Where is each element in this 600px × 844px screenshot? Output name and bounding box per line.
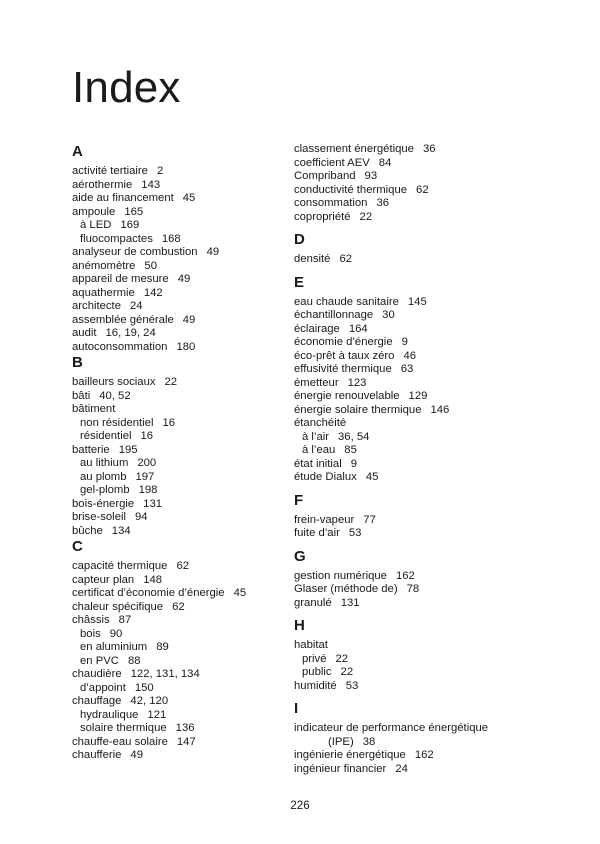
- entry-term: échantillonnage: [294, 309, 374, 321]
- section-letter: G: [294, 547, 306, 565]
- entry-pages: 136: [175, 722, 195, 734]
- index-entry: [72, 206, 277, 220]
- index-entry: [294, 680, 534, 694]
- entry-pages: 50: [144, 259, 157, 272]
- entry-pages: 45: [182, 192, 196, 204]
- entry-term: granulé: [294, 596, 332, 609]
- entry-pages: 22: [340, 666, 354, 678]
- index-entry: [294, 404, 534, 418]
- index-entry: [72, 668, 277, 682]
- index-entry: [294, 323, 534, 337]
- entry-pages: 87: [118, 614, 132, 626]
- index-entry: [72, 260, 277, 274]
- entry-pages: 89: [156, 641, 169, 653]
- section-letter: C: [72, 538, 83, 555]
- entry-term: état initial: [294, 457, 342, 470]
- entry-term: chaudière: [72, 668, 122, 680]
- entry-term: au plomb: [80, 470, 127, 483]
- entry-term: châssis: [72, 614, 110, 626]
- entry-pages: 93: [364, 170, 378, 182]
- entry-term: étanchéité: [294, 417, 347, 429]
- index-entry: [294, 377, 534, 391]
- section-letter: I: [294, 700, 299, 717]
- index-entry: [294, 253, 534, 267]
- entry-pages: 49: [130, 749, 143, 761]
- entry-pages: 77: [363, 513, 376, 526]
- index-entry: [72, 192, 277, 206]
- entry-pages: 22: [164, 376, 178, 388]
- entry-term: indicateur de performance énergétique: [294, 722, 489, 734]
- index-entry: [72, 601, 277, 615]
- index-entry: [72, 749, 277, 763]
- index-entry: [294, 570, 534, 584]
- entry-term: d’appoint: [80, 681, 126, 694]
- entry-pages: 9: [350, 457, 358, 470]
- entry-term: bois-énergie: [72, 497, 135, 510]
- entry-term: hydraulique: [80, 708, 139, 721]
- entry-pages: 168: [161, 232, 181, 245]
- index-subentry: [72, 628, 277, 642]
- index-entry: [72, 587, 277, 601]
- index-entry: [294, 722, 534, 736]
- entry-pages: 40, 52: [99, 389, 131, 402]
- entry-term: en aluminium: [80, 641, 148, 653]
- index-subentry: [72, 484, 277, 498]
- section-letter: F: [294, 491, 304, 509]
- entry-pages: 36: [422, 143, 436, 155]
- index-entry: [294, 471, 534, 485]
- entry-pages: 146: [430, 403, 450, 416]
- index-entry: [72, 314, 277, 328]
- entry-pages: 94: [135, 511, 148, 523]
- entry-pages: 16, 19, 24: [105, 327, 156, 339]
- index-entry: [294, 336, 534, 350]
- index-entry: [72, 165, 277, 179]
- index-entry: [72, 736, 277, 750]
- entry-term: énergie renouvelable: [294, 390, 400, 402]
- entry-term: privé: [302, 652, 327, 665]
- entry-term: capteur plan: [72, 573, 135, 586]
- entry-pages: 195: [118, 443, 138, 456]
- index-section: [294, 548, 534, 611]
- index-subentry: [294, 653, 534, 667]
- entry-term: bois: [80, 627, 101, 640]
- entry-pages: 121: [147, 708, 167, 721]
- entry-pages: 49: [182, 313, 196, 326]
- entry-pages: 162: [414, 749, 434, 761]
- index-entry: [72, 390, 277, 404]
- index-subentry: [294, 666, 534, 680]
- index-subentry: [72, 430, 277, 444]
- entry-pages: 164: [348, 322, 368, 335]
- entry-pages: 180: [176, 340, 196, 353]
- entry-term: public: [302, 666, 332, 678]
- entry-pages: 9: [401, 336, 408, 348]
- entry-term: éco-prêt à taux zéro: [294, 349, 395, 362]
- index-entry: [294, 363, 534, 377]
- entry-pages: 123: [347, 376, 367, 389]
- page-number: 226: [290, 800, 310, 812]
- entry-pages: 2: [156, 165, 164, 177]
- entry-pages: 62: [339, 253, 353, 265]
- entry-term: au lithium: [80, 457, 129, 469]
- index-column-left: [72, 143, 277, 763]
- index-subentry: [72, 641, 277, 655]
- index-entry: [294, 583, 534, 597]
- entry-pages: 131: [143, 497, 163, 510]
- index-subentry: [72, 471, 277, 485]
- entry-term: à l’eau: [302, 444, 336, 456]
- entry-term: fluocompactes: [80, 232, 153, 245]
- index-entry: [294, 639, 534, 653]
- entry-pages: 24: [129, 300, 143, 312]
- entry-term: bûche: [72, 524, 103, 537]
- entry-pages: 42, 120: [130, 695, 169, 707]
- index-entry: [294, 197, 534, 211]
- index-entry: [294, 350, 534, 364]
- entry-term: bâtiment: [72, 403, 116, 415]
- index-entry: [72, 560, 277, 574]
- index-entry: [72, 246, 277, 260]
- entry-term: émetteur: [294, 376, 339, 389]
- entry-pages: 129: [408, 390, 428, 402]
- entry-term: coefficient AEV: [294, 156, 370, 169]
- entry-term: éclairage: [294, 322, 340, 335]
- index-entry: [72, 273, 277, 287]
- index-entry: [72, 574, 277, 588]
- entry-term: gel-plomb: [80, 484, 130, 496]
- index-entry: [294, 157, 534, 171]
- entry-term: résidentiel: [80, 430, 132, 442]
- entry-pages: 46: [403, 349, 417, 362]
- entry-term: chaleur spécifique: [72, 600, 164, 613]
- entry-pages: 200: [137, 457, 157, 469]
- entry-pages: 30: [382, 309, 395, 321]
- entry-term: aquathermie: [72, 286, 135, 299]
- entry-term: anémomètre: [72, 259, 136, 272]
- index-subentry: [72, 655, 277, 669]
- index-entry: [294, 458, 534, 472]
- index-entry: [294, 763, 534, 777]
- index-subentry: [294, 444, 534, 458]
- entry-term: analyseur de combustion: [72, 246, 198, 258]
- entry-pages: 147: [176, 735, 196, 748]
- index-subentry: [72, 233, 277, 247]
- entry-term: appareil de mesure: [72, 273, 169, 285]
- entry-pages: 16: [162, 416, 176, 429]
- index-section: [294, 617, 534, 693]
- entry-term: conductivité thermique: [294, 183, 408, 196]
- entry-term: Glaser (méthode de): [294, 583, 398, 595]
- entry-term: ingénierie énergétique: [294, 749, 406, 761]
- index-section: [72, 538, 277, 763]
- entry-term: autoconsommation: [72, 340, 168, 353]
- index-entry: [72, 376, 277, 390]
- index-section: [72, 143, 277, 354]
- index-entry: [294, 527, 534, 541]
- index-entry: [72, 511, 277, 525]
- index-entry: [72, 614, 277, 628]
- entry-pages: 134: [111, 524, 131, 537]
- section-letter: H: [294, 617, 305, 634]
- index-entry: [72, 525, 277, 539]
- entry-term-continuation: (IPE): [328, 735, 354, 748]
- index-section: [294, 143, 534, 224]
- entry-term: chauffe-eau solaire: [72, 735, 168, 748]
- entry-term: à LED: [80, 219, 112, 231]
- entry-pages: 45: [365, 471, 379, 483]
- entry-pages: 90: [109, 627, 123, 640]
- entry-pages: 169: [120, 219, 140, 231]
- entry-term: à l’air: [302, 430, 329, 443]
- entry-term: classement énergétique: [294, 143, 414, 155]
- index-entry: [294, 597, 534, 611]
- entry-term: non résidentiel: [80, 416, 154, 429]
- index-entry: [72, 403, 277, 417]
- index-entry: [72, 498, 277, 512]
- entry-term: étude Dialux: [294, 471, 357, 483]
- entry-pages: 63: [400, 363, 414, 375]
- entry-pages: 45: [233, 587, 247, 599]
- entry-pages: 150: [134, 681, 154, 694]
- entry-pages: 38: [362, 735, 376, 748]
- entry-term: fuite d’air: [294, 527, 340, 539]
- entry-pages: 145: [407, 295, 427, 308]
- entry-term: humidité: [294, 679, 337, 692]
- entry-pages: 148: [143, 573, 163, 586]
- entry-pages: 53: [348, 527, 362, 539]
- entry-term: économie d’énergie: [294, 336, 393, 348]
- index-section: [294, 700, 534, 776]
- entry-pages: 62: [176, 560, 190, 572]
- entry-pages: 122, 131, 134: [130, 668, 200, 680]
- entry-pages: 165: [124, 205, 144, 218]
- entry-term: activité tertiaire: [72, 165, 148, 177]
- index-entry: [72, 287, 277, 301]
- entry-pages: 78: [406, 583, 420, 595]
- index-entry: [72, 444, 277, 458]
- index-column-right: [294, 143, 534, 776]
- index-section: [294, 492, 534, 541]
- entry-pages: 53: [345, 679, 359, 692]
- index-entry: [294, 184, 534, 198]
- index-section: [72, 354, 277, 538]
- entry-pages: 85: [344, 444, 357, 456]
- index-entry: [294, 143, 534, 157]
- entry-term: assemblée générale: [72, 313, 174, 326]
- entry-term: densité: [294, 253, 331, 265]
- index-entry: [294, 296, 534, 310]
- section-letter: B: [72, 354, 83, 371]
- entry-pages: 24: [395, 762, 408, 775]
- entry-term: ingénieur financier: [294, 762, 387, 775]
- index-subentry: [72, 417, 277, 431]
- entry-pages: 16: [140, 430, 154, 442]
- index-entry: [72, 300, 277, 314]
- entry-term: solaire thermique: [80, 722, 167, 734]
- section-letter: E: [294, 273, 305, 291]
- index-section: [294, 274, 534, 485]
- entry-term: aérothermie: [72, 178, 133, 191]
- page-title: Index: [72, 63, 181, 112]
- entry-term: gestion numérique: [294, 569, 387, 582]
- entry-term: aide au financement: [72, 192, 174, 204]
- entry-term: Compriband: [294, 170, 356, 182]
- entry-term: bâti: [72, 389, 91, 402]
- entry-term: consommation: [294, 197, 368, 209]
- entry-pages: 36, 54: [338, 430, 370, 443]
- entry-term: frein-vapeur: [294, 513, 355, 526]
- entry-pages: 162: [395, 569, 415, 582]
- entry-pages: 131: [340, 596, 360, 609]
- entry-term: capacité thermique: [72, 560, 168, 572]
- index-subentry: [72, 709, 277, 723]
- entry-term: audit: [72, 327, 97, 339]
- index-subentry: [72, 682, 277, 696]
- index-entry: [72, 341, 277, 355]
- entry-term: ampoule: [72, 205, 116, 218]
- index-subentry: [72, 722, 277, 736]
- entry-term: brise-soleil: [72, 511, 126, 523]
- entry-pages: 88: [127, 654, 141, 667]
- index-entry: [294, 417, 534, 431]
- index-subentry: [294, 431, 534, 445]
- index-subentry: [72, 457, 277, 471]
- entry-pages: 49: [206, 246, 220, 258]
- entry-pages: 36: [376, 197, 390, 209]
- entry-term: énergie solaire thermique: [294, 403, 422, 416]
- entry-pages: 142: [143, 286, 163, 299]
- section-letter: A: [72, 143, 83, 160]
- entry-pages: 22: [359, 210, 373, 223]
- entry-pages: 143: [141, 178, 161, 191]
- entry-term: chaufferie: [72, 749, 122, 761]
- index-entry: [294, 170, 534, 184]
- index-entry: [294, 309, 534, 323]
- entry-pages: 49: [177, 273, 191, 285]
- index-entry-continuation: [294, 736, 534, 750]
- entry-pages: 62: [416, 183, 429, 196]
- index-entry: [294, 211, 534, 225]
- entry-term: eau chaude sanitaire: [294, 295, 399, 308]
- entry-term: batterie: [72, 443, 110, 456]
- index-entry: [294, 749, 534, 763]
- entry-term: architecte: [72, 300, 121, 312]
- index-entry: [72, 695, 277, 709]
- entry-term: copropriété: [294, 210, 351, 223]
- entry-term: chauffage: [72, 695, 122, 707]
- index-entry: [294, 514, 534, 528]
- entry-term: certificat d’économie d’énergie: [72, 587, 225, 599]
- entry-pages: 84: [378, 156, 392, 169]
- index-entry: [72, 179, 277, 193]
- entry-pages: 62: [172, 600, 185, 613]
- entry-term: bailleurs sociaux: [72, 376, 156, 388]
- entry-pages: 198: [138, 484, 158, 496]
- entry-term: effusivité thermique: [294, 363, 392, 375]
- entry-pages: 197: [135, 470, 155, 483]
- entry-term: en PVC: [80, 654, 119, 667]
- index-section: [294, 231, 534, 267]
- index-entry: [294, 390, 534, 404]
- index-entry: [72, 327, 277, 341]
- section-letter: D: [294, 231, 305, 248]
- entry-term: habitat: [294, 639, 328, 651]
- index-subentry: [72, 219, 277, 233]
- entry-pages: 22: [335, 652, 349, 665]
